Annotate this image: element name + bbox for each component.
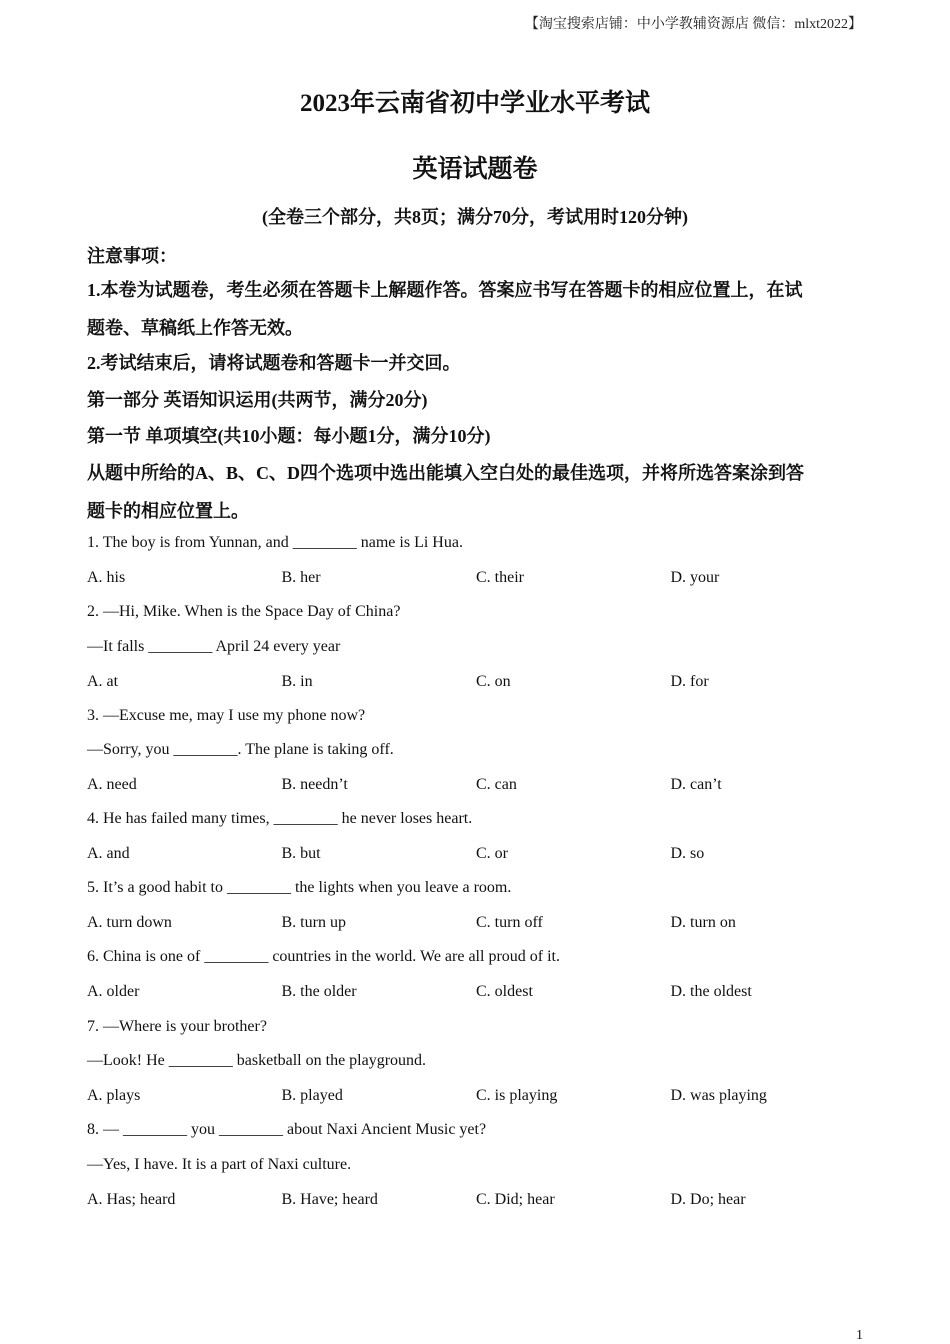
question-3-options [87, 776, 867, 794]
page-title: 2023年云南省初中学业水平考试 [299, 90, 650, 117]
question-1-line1: 1. The boy is from Yunnan, and ________ name is Li Hua. [87, 534, 463, 551]
option-d: D. your [670, 569, 720, 586]
option-a: A. his [87, 569, 126, 586]
instruction-line2: 题卡的相应位置上。 [87, 501, 249, 521]
question-8-options [87, 1191, 867, 1209]
option-a: A. turn down [87, 914, 172, 931]
question-4-line1: 4. He has failed many times, ________ he never loses heart. [87, 810, 473, 827]
section-1-heading: 第一节 单项填空(共10小题：每小题1分，满分10分) [87, 426, 491, 446]
question-2-options [87, 673, 867, 691]
option-c: C. or [476, 845, 508, 862]
question-3-line1: 3. —Excuse me, may I use my phone now? [87, 707, 366, 724]
option-a: A. and [87, 845, 130, 862]
option-d: D. the oldest [670, 983, 752, 1000]
option-a: A. need [87, 776, 137, 793]
notice-1-line1: 1.本卷为试题卷，考生必须在答题卡上解题作答。答案应书写在答题卡的相应位置上，在试 [87, 280, 803, 300]
option-d: D. for [670, 673, 709, 690]
question-2-line1: 2. —Hi, Mike. When is the Space Day of China? [87, 603, 401, 620]
option-c: C. on [476, 673, 511, 690]
notice-2: 2.考试结束后，请将试题卷和答题卡一并交回。 [87, 353, 461, 373]
question-7-line1: 7. —Where is your brother? [87, 1018, 267, 1035]
option-b: B. the older [281, 983, 357, 1000]
question-8-line2: —Yes, I have. It is a part of Naxi culture. [87, 1156, 352, 1173]
question-7-line2: —Look! He ________ basketball on the playground. [87, 1052, 427, 1069]
option-c: C. is playing [476, 1087, 558, 1104]
notice-heading: 注意事项： [87, 246, 177, 266]
option-c: C. their [476, 569, 524, 586]
question-4-options [87, 845, 867, 863]
question-6-options [87, 983, 867, 1001]
option-b: B. her [281, 569, 321, 586]
question-5-options [87, 914, 867, 932]
option-b: B. needn’t [281, 776, 348, 793]
exam-info: (全卷三个部分，共8页；满分70分，考试用时120分钟) [262, 207, 688, 227]
question-3-line2: —Sorry, you ________. The plane is taking off. [87, 741, 394, 758]
option-b: B. in [281, 673, 313, 690]
notice-1-line2: 题卷、草稿纸上作答无效。 [87, 318, 303, 338]
option-c: C. turn off [476, 914, 543, 931]
option-d: D. was playing [670, 1087, 767, 1104]
page-subtitle: 英语试题卷 [412, 156, 538, 183]
option-c: C. oldest [476, 983, 533, 1000]
question-2-line2: —It falls ________ April 24 every year [87, 638, 341, 655]
option-a: A. older [87, 983, 140, 1000]
option-a: A. plays [87, 1087, 141, 1104]
question-7-options [87, 1087, 867, 1105]
option-d: D. can’t [670, 776, 722, 793]
question-8-line1: 8. — ________ you ________ about Naxi Ancient Music yet? [87, 1121, 487, 1138]
header-note: 【淘宝搜索店铺：中小学教辅资源店 微信：mlxt2022】 [524, 17, 862, 32]
option-d: D. Do; hear [670, 1191, 746, 1208]
option-c: C. Did; hear [476, 1191, 555, 1208]
option-a: A. at [87, 673, 119, 690]
option-b: B. but [281, 845, 321, 862]
option-b: B. played [281, 1087, 343, 1104]
part-1-heading: 第一部分 英语知识运用(共两节，满分20分) [87, 390, 428, 410]
option-d: D. so [670, 845, 705, 862]
option-b: B. turn up [281, 914, 346, 931]
option-b: B. Have; heard [281, 1191, 378, 1208]
question-6-line1: 6. China is one of ________ countries in the world. We are all proud of it. [87, 948, 560, 965]
instruction-line1: 从题中所给的A、B、C、D四个选项中选出能填入空白处的最佳选项，并将所选答案涂到答 [87, 463, 804, 483]
option-d: D. turn on [670, 914, 736, 931]
option-a: A. Has; heard [87, 1191, 176, 1208]
option-c: C. can [476, 776, 517, 793]
question-5-line1: 5. It’s a good habit to ________ the lights when you leave a room. [87, 879, 512, 896]
question-1-options [87, 569, 867, 587]
page-number: 1 [856, 1328, 863, 1343]
